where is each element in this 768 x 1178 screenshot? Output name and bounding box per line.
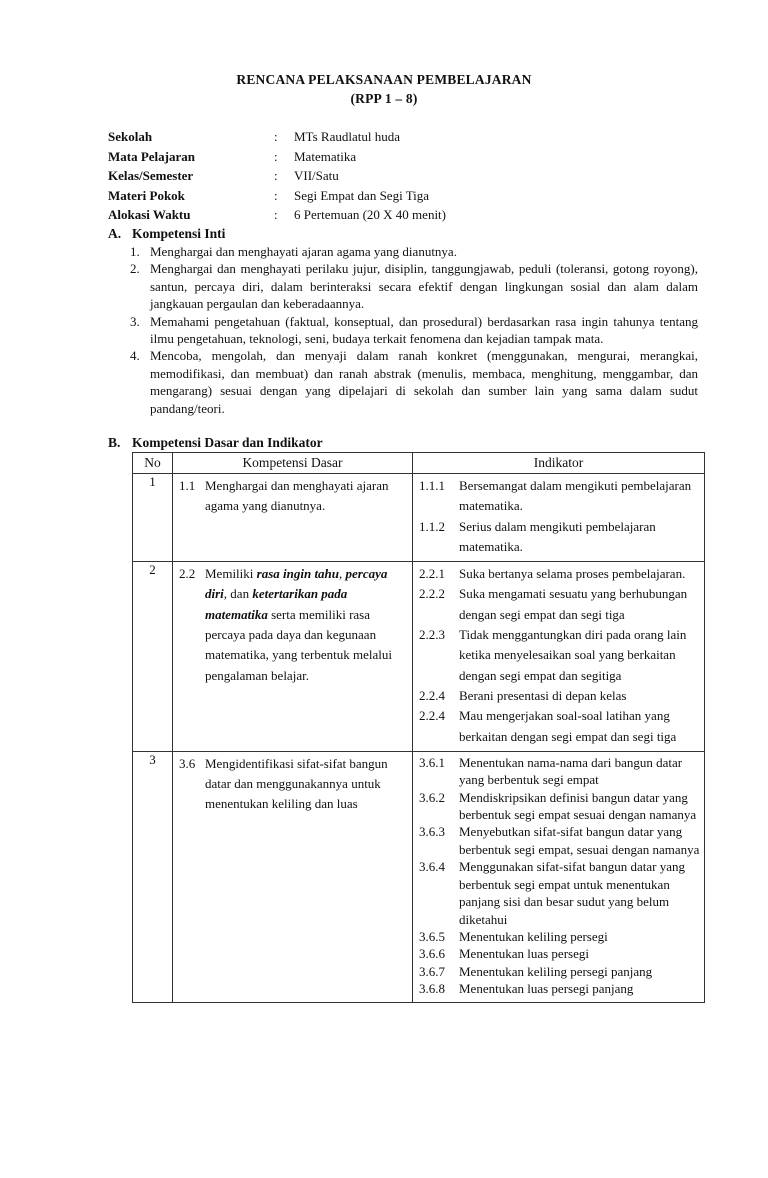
kd-cell [173,474,413,562]
indikator-text: Menentukan nama-nama dari bangun datar yang berbentuk segi empat [459,754,683,788]
list-item [130,313,698,348]
indikator-item [419,858,700,928]
kompetensi-inti-list [130,243,698,417]
meta-value: MTs Raudlatul huda [294,129,400,144]
header-no: No [133,453,173,474]
row-number: 2 [133,562,173,752]
meta-colon: : [274,148,278,164]
indikator-number: 1.1.1 [419,478,445,493]
list-text: Mencoba, mengolah, dan menyaji dalam ranah konkret (menggunakan, mengurai, merangkai, memodifikasi, dan membuat) dan ranah abstrak (menulis, membaca, menghitung, menggambar, dan mengarang) sesuai dengan yang dipelajari di sekolah dan sumber lain yang sama dalam sudut pandang/teori. [150,348,698,416]
indikator-item [419,625,700,686]
indikator-number: 3.6.8 [419,981,445,997]
meta-row-alokasi-waktu [108,205,708,225]
indikator-item [419,476,700,517]
meta-key: Sekolah [108,129,153,144]
indikator-cell [413,474,705,562]
header-indikator: Indikator [413,453,705,474]
list-text: Menghargai dan menghayati perilaku jujur, disiplin, tanggungjawab, peduli (toleransi, gotong royong), santun, percaya diri, dalam berinteraksi secara efektif dengan lingkungan sosial dan alam dalam jangkauan pergaulan dan keberadaannya. [150,261,698,312]
meta-value: Segi Empat dan Segi Tiga [294,187,430,203]
indikator-number: 2.2.2 [419,586,445,602]
indikator-item [419,564,700,584]
document-subtitle: (RPP 1 – 8) [350,91,418,106]
indikator-number: 2.2.1 [419,566,445,582]
row-number: 3 [133,751,173,1002]
list-text: Menghargai dan menghayati ajaran agama yang dianutnya. [150,244,457,259]
indikator-text: Serius dalam mengikuti pembelajaran matematika. [459,518,656,554]
indikator-number: 2.2.4 [419,687,445,703]
kd-number: 2.2 [179,566,196,582]
indikator-text: Suka mengamati sesuatu yang berhubungan dengan segi empat dan segi tiga [459,586,688,622]
kd-text [205,564,408,686]
indikator-number: 1.1.2 [419,518,445,534]
section-letter: A. [108,226,122,241]
indikator-number: 3.6.7 [419,963,445,979]
list-item [130,260,698,312]
indikator-cell [413,751,705,1002]
indikator-number: 3.6.6 [419,946,445,962]
list-number: 4. [130,348,140,364]
indikator-item [419,584,700,625]
section-a-heading [108,226,225,242]
indikator-cell [413,562,705,752]
kd-cell [173,751,413,1002]
meta-key: Alokasi Waktu [108,207,191,223]
table-row [133,562,705,752]
indikator-number: 3.6.1 [419,754,445,770]
indikator-number: 3.6.2 [419,789,445,805]
indikator-item [419,706,700,747]
kd-text-part: serta memiliki rasa percaya pada daya dan kegunaan matematika, yang terbentuk melalui pengalaman belajar. [205,606,392,683]
indikator-text: Menyebutkan sifat-sifat bangun datar yang berbentuk segi empat, sesuai dengan namanya [459,824,700,857]
kd-number: 3.6 [179,755,196,771]
indikator-item [419,823,700,858]
indikator-text: Mau mengerjakan soal-soal latihan yang berkaitan dengan segi empat dan segi tiga [459,708,677,744]
kd-text-part: , dan [223,586,253,602]
indikator-number: 2.2.4 [419,708,445,724]
indikator-item [419,686,700,706]
kd-emphasis: ketertarikan pada matematika [205,586,348,622]
indikator-item [419,963,700,980]
section-title: Kompetensi Dasar dan Indikator [132,435,323,450]
meta-key: Materi Pokok [108,187,185,203]
header-kompetensi-dasar: Kompetensi Dasar [173,453,413,474]
kd-text-part: Memiliki [205,566,257,582]
kd-text-part: , [339,566,346,582]
kd-cell [173,562,413,752]
meta-colon: : [274,129,278,144]
indikator-number: 3.6.5 [419,928,445,944]
indikator-item [419,789,700,824]
meta-row-kelas-semester [108,166,708,186]
indikator-text: Tidak menggantungkan diri pada orang lain ketika menyelesaikan soal yang berkaitan dengan segi empat dan segitiga [459,627,687,683]
document-title: RENCANA PELAKSANAAN PEMBELAJARAN [236,72,532,87]
indikator-number: 3.6.3 [419,824,445,840]
identity-block [108,127,708,225]
list-number: 2. [130,261,140,277]
kd-emphasis: percaya diri [205,566,388,602]
list-number: 3. [130,313,140,329]
list-item [130,243,698,260]
section-title: Kompetensi Inti [132,226,226,241]
indikator-text: Menentukan luas persegi [459,946,589,962]
indikator-item [419,928,700,945]
meta-value: Matematika [294,148,357,164]
meta-value: 6 Pertemuan (20 X 40 menit) [294,207,446,223]
meta-row-sekolah [108,127,708,147]
meta-colon: : [274,207,278,223]
kd-text: Menghargai dan menghayati ajaran agama yang dianutnya. [205,478,389,514]
indikator-text: Suka bertanya selama proses pembelajaran. [459,566,686,582]
meta-row-mata-pelajaran [108,147,708,167]
meta-key: Kelas/Semester [108,168,194,184]
list-text: Memahami pengetahuan (faktual, konseptual, dan prosedural) berdasarkan rasa ingin tahunya tentang ilmu pengetahuan, teknologi, seni, budaya terkait fenomena dan kejadian tampak mata. [150,313,698,347]
indikator-text: Menentukan keliling persegi [459,928,608,944]
meta-value: VII/Satu [294,168,339,184]
indikator-item [419,980,700,997]
kompetensi-dasar-table [132,452,705,1003]
kd-text: Mengidentifikasi sifat-sifat bangun datar dan menggunakannya untuk menentukan keliling dan luas [205,755,388,812]
table-row [133,751,705,1002]
indikator-item [419,945,700,962]
indikator-text: Menggunakan sifat-sifat bangun datar yang berbentuk segi empat untuk menentukan panjang sisi dan besar sudut yang belum diketahui [459,859,685,927]
indikator-text: Mendiskripsikan definisi bangun datar yang berbentuk segi empat sesuai dengan namanya [459,789,697,823]
kd-number: 1.1 [179,478,196,493]
section-b-heading [108,435,323,451]
indikator-item [419,517,700,558]
section-letter: B. [108,435,121,450]
indikator-number: 2.2.3 [419,627,445,643]
indikator-text: Menentukan keliling persegi panjang [459,963,653,979]
indikator-text: Menentukan luas persegi panjang [459,981,634,997]
indikator-text: Bersemangat dalam mengikuti pembelajaran matematika. [459,478,692,514]
meta-colon: : [274,187,278,203]
list-number: 1. [130,244,140,259]
kd-emphasis: rasa ingin tahu [256,566,340,582]
meta-key: Mata Pelajaran [108,148,196,164]
list-item [130,347,698,417]
table-header-row [133,453,705,474]
row-number: 1 [133,474,173,562]
indikator-number: 3.6.4 [419,859,445,875]
indikator-item [419,754,700,789]
table-row [133,474,705,562]
indikator-text: Berani presentasi di depan kelas [459,687,627,703]
meta-row-materi-pokok [108,186,708,206]
meta-colon: : [274,168,278,184]
